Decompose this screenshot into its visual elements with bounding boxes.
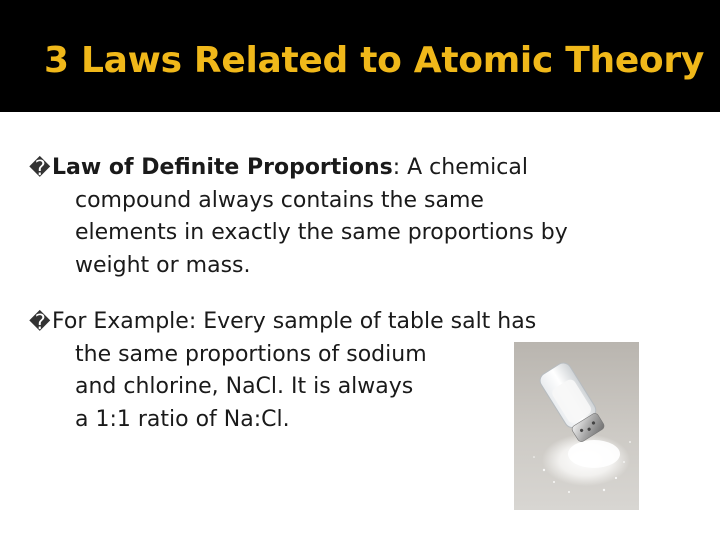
bullet-definite-proportions xyxy=(29,152,667,282)
salt-shaker-image xyxy=(514,342,639,510)
bullet-line: compound always contains the same xyxy=(75,187,484,213)
bullet-line: elements in exactly the same proportions by xyxy=(75,220,568,245)
bullet-marker: � xyxy=(29,156,51,180)
salt-shaker-photo xyxy=(514,342,639,510)
bullet-line: a 1:1 ratio of Na:Cl. xyxy=(75,406,290,432)
bullet-line: the same proportions of sodium xyxy=(75,341,427,367)
bullet-line xyxy=(52,152,667,185)
bullet-marker: � xyxy=(29,310,51,334)
bullet-line: For Example: Every sample of table salt has xyxy=(52,309,537,334)
law-term: Law of Definite Proportions xyxy=(52,155,393,180)
title-bar xyxy=(0,0,720,112)
slide-title: 3 Laws Related to Atomic Theory xyxy=(44,40,704,81)
bullet-line: and chlorine, NaCl. It is always xyxy=(75,374,414,399)
bullet-text: : A chemical xyxy=(392,155,528,180)
bullet-line: weight or mass. xyxy=(75,252,251,278)
